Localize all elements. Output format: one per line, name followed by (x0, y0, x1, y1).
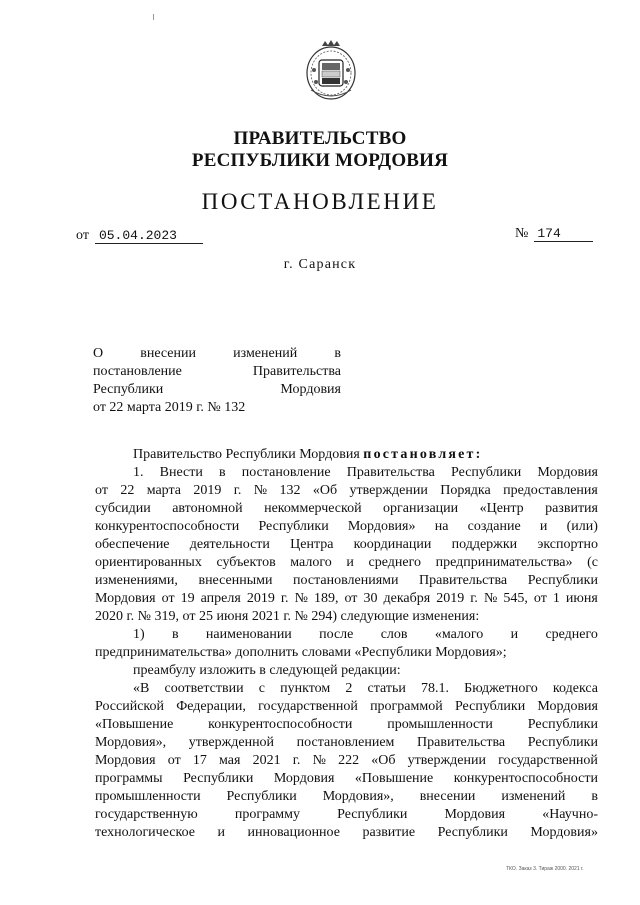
body-line (95, 824, 598, 842)
body-word: «В (133, 681, 150, 696)
body-word: Мордовия», (95, 735, 167, 750)
body-word: утверждении (349, 483, 428, 498)
body-word: № (483, 591, 498, 606)
body-word: малого (290, 555, 332, 570)
body-word: «Повышение (354, 771, 434, 786)
intro-text: Правительство Республики Мордовия (133, 447, 364, 462)
body-word: «Об (312, 483, 338, 498)
body-word: среднего (368, 555, 421, 570)
body-word: соответствии (164, 681, 244, 696)
intro-keyword: постановляет: (363, 447, 483, 462)
body-word: на (434, 519, 449, 534)
subject-word: внесении (140, 346, 196, 361)
body-word: 545, (503, 591, 528, 606)
body-word: инновационное (247, 825, 340, 840)
body-word: промышленности (95, 789, 201, 804)
body-line (95, 716, 598, 734)
body-word: Республики (454, 699, 526, 714)
body-word: Мордовия (444, 807, 506, 822)
body-word: Республики (258, 519, 329, 534)
body-line: 2020 г. № 319, от 25 июня 2021 г. № 294) следующие изменения: (95, 609, 480, 624)
body-line (95, 518, 598, 536)
body-word: Республики (527, 573, 598, 588)
date-prefix: от (76, 228, 89, 243)
body-word: технологическое (95, 825, 195, 840)
body-word: Федерации, (176, 699, 246, 714)
body-word: конкурентоспособности (208, 717, 353, 732)
body-line (95, 806, 598, 824)
number-prefix: № (515, 226, 529, 241)
body-word: 1) (133, 627, 145, 642)
body-line (95, 554, 598, 572)
body-word: 22 (120, 483, 135, 498)
body-line (95, 734, 598, 752)
body-word: субъектов (216, 555, 276, 570)
body-line: предпринимательства» дополнить словами «Республики Мордовия»; (95, 645, 507, 660)
body-word: № (312, 753, 326, 768)
body-line (95, 464, 598, 482)
body-word: пунктом (280, 681, 331, 696)
body-word: и (217, 825, 225, 840)
body-word: 19 (180, 591, 195, 606)
body-word: 2021 (252, 753, 281, 768)
document-type: ПОСТАНОВЛЕНИЕ (201, 189, 439, 214)
body-word: Российской (95, 699, 164, 714)
body-word: поддержки (451, 537, 518, 552)
body-word: Правительства (346, 465, 435, 480)
body-word: предоставления (503, 483, 598, 498)
government-title-line2: РЕСПУБЛИКИ МОРДОВИЯ (191, 150, 449, 171)
subject-word: О (93, 346, 104, 361)
body-word: изменений (501, 789, 566, 804)
body-word: (или) (566, 519, 598, 534)
body-word: постановление (241, 465, 331, 480)
body-word: промышленности (387, 717, 493, 732)
body-word: 2019 (246, 591, 275, 606)
body-word: Республики (451, 465, 522, 480)
body-word: утвержденной (188, 735, 275, 750)
body-word: Правительства (419, 573, 508, 588)
subject-line-2 (93, 363, 341, 381)
body-word: от (344, 591, 358, 606)
body-word: некоммерческой (264, 501, 362, 516)
body-word: Республики (183, 771, 254, 786)
body-word: статьи (367, 681, 406, 696)
body-word: апреля (200, 591, 241, 606)
body-word: постановлением (296, 735, 395, 750)
body-word: Бюджетного (464, 681, 538, 696)
body-word: обеспечение (95, 537, 170, 552)
body-word: марта (146, 483, 181, 498)
body-word: Республики (437, 825, 508, 840)
body-word: Мордовия (537, 699, 598, 714)
body-word: г. (233, 483, 242, 498)
body-word: Мордовия» (347, 519, 416, 534)
number-field (515, 226, 593, 242)
body-word: 30 (363, 591, 378, 606)
body-word: программы (95, 771, 163, 786)
body-word: «Центр (479, 501, 524, 516)
body-word: Мордовия (537, 465, 598, 480)
government-title-line1: ПРАВИТЕЛЬСТВО (233, 128, 407, 149)
subject-word: Правительства (252, 364, 341, 379)
body-line (95, 752, 598, 770)
body-word: субсидии (95, 501, 151, 516)
city: г. Саранск (283, 257, 357, 272)
scan-mark (153, 14, 154, 20)
body-word: Мордовия (95, 591, 156, 606)
body-word: Республики (226, 789, 297, 804)
subject-line-1 (93, 345, 341, 363)
body-word: экспортно (537, 537, 598, 552)
body-word: Правительства (417, 735, 506, 750)
number-value: 174 (534, 226, 593, 242)
body-word: 2019 (193, 483, 222, 498)
body-word: программу (234, 807, 301, 822)
body-line: преамбулу изложить в следующей редакции: (133, 663, 401, 678)
body-line (95, 536, 598, 554)
body-word: Внести (159, 465, 203, 480)
body-word: в (219, 465, 226, 480)
body-word: государственной (498, 753, 598, 768)
body-line (95, 698, 598, 716)
body-word: программой (370, 699, 443, 714)
body-word: от (167, 753, 181, 768)
body-word: от (161, 591, 175, 606)
body-word: Центра (290, 537, 334, 552)
document-body (95, 446, 598, 842)
subject-word: Республики (93, 382, 164, 397)
body-word: организации (383, 501, 459, 516)
body-word: 132 (279, 483, 301, 498)
subject-word: в (334, 346, 341, 361)
body-word: в (591, 789, 598, 804)
body-word: декабря (383, 591, 431, 606)
body-word: государственной (258, 699, 358, 714)
body-word: внесенными (198, 573, 273, 588)
body-word: предпринимательства» (435, 555, 573, 570)
print-footer: ТКО. Заказ 3. Тираж 2000. 2021 г. (506, 866, 584, 872)
body-word: «Научно- (542, 807, 598, 822)
body-word: (с (587, 555, 598, 570)
body-word: Мордовия (95, 753, 156, 768)
body-line (95, 626, 598, 644)
body-word: «Об (371, 753, 396, 768)
body-line (95, 482, 598, 500)
coat-of-arms-emblem (304, 40, 358, 102)
body-word: постановлениями (293, 573, 399, 588)
date-field (76, 228, 203, 244)
body-word: г. (470, 591, 478, 606)
body-word: в (171, 627, 179, 642)
body-word: мая (219, 753, 241, 768)
body-word: Мордовия (273, 771, 335, 786)
body-word: развитие (362, 825, 416, 840)
body-word: 17 (192, 753, 207, 768)
body-word: и (346, 555, 354, 570)
body-word: Республики (527, 735, 598, 750)
body-line (95, 680, 598, 698)
body-word: 2019 (436, 591, 465, 606)
body-word: координации (353, 537, 432, 552)
body-word: Мордовия», (322, 789, 394, 804)
body-word: 189, (313, 591, 339, 606)
body-word: создание (467, 519, 521, 534)
body-word: июня (565, 591, 598, 606)
body-word: автономной (172, 501, 243, 516)
subject-line-3 (93, 381, 341, 399)
body-word: «Повышение (95, 717, 174, 732)
body-word: государственную (95, 807, 198, 822)
date-value: 05.04.2023 (95, 228, 203, 244)
body-word: изменениями, (95, 573, 178, 588)
body-word: 1. (133, 465, 144, 480)
body-word: 1 (552, 591, 560, 606)
body-word: конкурентоспособности (453, 771, 598, 786)
body-word: Республики (337, 807, 408, 822)
body-word: 78.1. (421, 681, 450, 696)
intro-paragraph (95, 446, 598, 464)
body-word: Порядка (440, 483, 491, 498)
body-word: «малого (434, 627, 484, 642)
body-word: № (253, 483, 268, 498)
body-line (95, 500, 598, 518)
body-word: развития (545, 501, 598, 516)
body-word: ориентированных (95, 555, 202, 570)
body-word: Республики (527, 717, 598, 732)
body-line (95, 590, 598, 608)
body-word: и (539, 519, 548, 534)
body-word: среднего (545, 627, 598, 642)
body-word: после (319, 627, 354, 642)
document-subject (93, 345, 341, 417)
body-word: 2 (345, 681, 353, 696)
body-line (95, 572, 598, 590)
body-word: г. (292, 753, 301, 768)
body-word: от (533, 591, 547, 606)
subject-word: изменений (233, 346, 298, 361)
body-word: кодекса (552, 681, 598, 696)
body-word: и (510, 627, 519, 642)
body-word: от (95, 483, 108, 498)
body-word: наименовании (205, 627, 292, 642)
body-line (95, 770, 598, 788)
body-word: 222 (338, 753, 360, 768)
body-word: с (258, 681, 265, 696)
subject-word: постановление (93, 364, 182, 379)
body-word: утверждении (407, 753, 486, 768)
body-line (95, 788, 598, 806)
subject-line-4: от 22 марта 2019 г. № 132 (93, 400, 246, 415)
body-word: слов (380, 627, 408, 642)
body-word: г. (280, 591, 289, 606)
body-word: внесении (419, 789, 476, 804)
body-word: Мордовия» (530, 825, 598, 840)
body-word: № (294, 591, 308, 606)
body-word: деятельности (189, 537, 270, 552)
subject-word: Мордовия (280, 382, 341, 397)
body-word: конкурентоспособности (95, 519, 240, 534)
